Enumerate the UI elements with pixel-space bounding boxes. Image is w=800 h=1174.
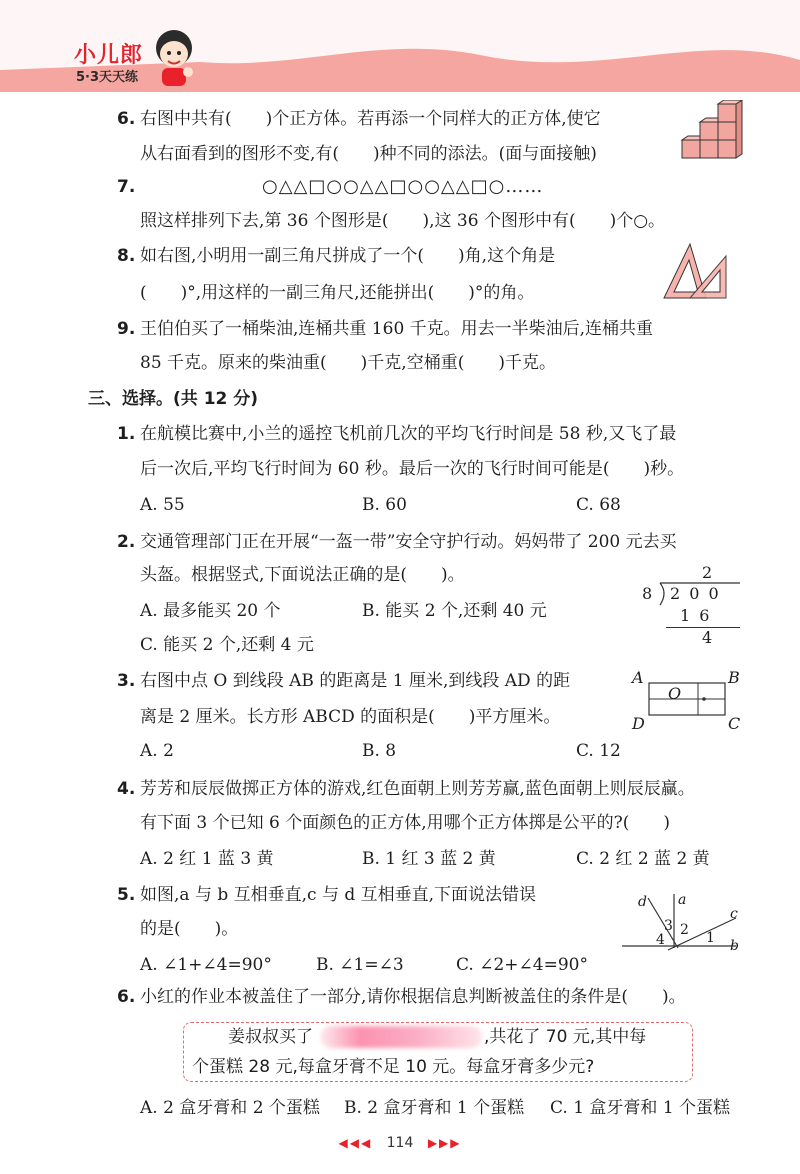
question-number: 9.	[117, 319, 136, 339]
option-c[interactable]: C. 68	[576, 495, 621, 515]
perpendicular-lines-figure	[618, 890, 746, 960]
option-c[interactable]: C. ∠2+∠4=90°	[456, 955, 588, 975]
option-a[interactable]: A. 55	[140, 495, 185, 515]
division-product: 1 6	[680, 606, 712, 625]
option-c[interactable]: C. 12	[576, 741, 621, 761]
option-a[interactable]: A. 2	[140, 741, 174, 761]
question-text: 交通管理部门正在开展“一盔一带”安全守护行动。妈妈带了 200 元去买	[140, 532, 677, 552]
label-line-b: b	[730, 938, 739, 954]
option-b[interactable]: B. ∠1=∠3	[316, 955, 404, 975]
homework-text-start: 姜叔叔买了	[228, 1027, 313, 1047]
question-text: 小红的作业本被盖住了一部分,请你根据信息判断被盖住的条件是( )。	[140, 987, 686, 1007]
left-arrows-icon: ◀◀◀	[338, 1136, 373, 1150]
question-number: 7.	[117, 177, 136, 197]
series-name: 5·3天天练	[76, 70, 139, 85]
option-b[interactable]: B. 60	[362, 495, 407, 515]
division-divisor: 8	[642, 584, 653, 603]
homework-text-end: ,共花了 70 元,其中每	[484, 1027, 647, 1047]
option-b[interactable]: B. 能买 2 个,还剩 40 元	[362, 601, 547, 621]
question-text: 照这样排列下去,第 36 个图形是( ),这 36 个图形中有( )个○。	[140, 211, 666, 231]
question-number: 6.	[117, 109, 136, 129]
long-division-figure	[640, 563, 750, 653]
angle-label-1: 1	[706, 930, 715, 946]
question-text: 如右图,小明用一副三角尺拼成了一个( )角,这个角是	[140, 246, 556, 266]
angle-label-4: 4	[656, 932, 665, 948]
rectangle-shape	[648, 682, 728, 718]
option-a[interactable]: A. 2 盒牙膏和 2 个蛋糕	[140, 1098, 320, 1118]
right-arrows-icon: ▶▶▶	[427, 1136, 462, 1150]
option-b[interactable]: B. 2 盒牙膏和 1 个蛋糕	[344, 1098, 525, 1118]
option-c[interactable]: C. 2 红 2 蓝 2 黄	[576, 849, 710, 869]
question-number: 2.	[117, 532, 136, 552]
option-b[interactable]: B. 8	[362, 741, 397, 761]
label-line-a: a	[678, 892, 687, 908]
question-number: 5.	[117, 885, 136, 905]
section-heading: 三、选择。(共 12 分)	[88, 389, 259, 409]
header-band	[0, 0, 800, 92]
question-text: 王伯伯买了一桶柴油,连桶共重 160 千克。用去一半柴油后,连桶共重	[140, 319, 654, 339]
label-line-d: d	[638, 894, 647, 910]
page-number: 114	[386, 1135, 414, 1151]
triangle-rulers-figure	[660, 240, 730, 302]
question-number: 6.	[117, 987, 136, 1007]
label-b: B	[728, 668, 740, 687]
label-c: C	[728, 714, 741, 733]
angle-label-3: 3	[664, 918, 673, 934]
homework-text-line2: 个蛋糕 28 元,每盒牙膏不足 10 元。每盒牙膏多少元?	[192, 1057, 595, 1077]
label-a: A	[632, 668, 644, 687]
question-text: 在航模比赛中,小兰的遥控飞机前几次的平均飞行时间是 58 秒,又飞了最	[140, 424, 677, 444]
question-text: 芳芳和辰辰做掷正方体的游戏,红色面朝上则芳芳赢,蓝色面朝上则辰辰赢。	[140, 779, 695, 799]
option-a[interactable]: A. 2 红 1 蓝 3 黄	[140, 849, 274, 869]
question-text: 右图中点 O 到线段 AB 的距离是 1 厘米,到线段 AD 的距	[140, 671, 571, 691]
rectangle-abcd-figure	[630, 668, 745, 738]
question-text: 后一次后,平均飞行时间为 60 秒。最后一次的飞行时间可能是( )秒。	[140, 459, 685, 479]
mascot-icon	[150, 26, 200, 90]
question-text: 的是( )。	[140, 919, 239, 939]
division-dividend: 2 0 0	[670, 584, 721, 603]
question-text: 右图中共有( )个正方体。若再添一个同样大的正方体,使它	[140, 109, 601, 129]
question-text: 如图,a 与 b 互相垂直,c 与 d 互相垂直,下面说法错误	[140, 885, 537, 905]
label-line-c: c	[730, 906, 738, 922]
question-text: 离是 2 厘米。长方形 ABCD 的面积是( )平方厘米。	[140, 707, 561, 727]
label-d: D	[632, 714, 645, 733]
page-footer	[0, 1135, 800, 1151]
label-o: O	[668, 684, 682, 703]
division-quotient: 2	[702, 563, 713, 582]
option-b[interactable]: B. 1 红 3 蓝 2 黄	[362, 849, 496, 869]
question-text: ( )°,用这样的一副三角尺,还能拼出( )°的角。	[140, 283, 535, 303]
covered-smudge	[320, 1026, 482, 1048]
option-a[interactable]: A. 最多能买 20 个	[140, 601, 281, 621]
cube-stack-figure	[680, 100, 744, 164]
angle-label-2: 2	[680, 922, 689, 938]
question-text: 从右面看到的图形不变,有( )种不同的添法。(面与面接触)	[140, 144, 597, 164]
brand-logo-text: 小儿郎	[74, 43, 144, 68]
question-text: 85 千克。原来的柴油重( )千克,空桶重( )千克。	[140, 353, 556, 373]
question-number: 8.	[117, 246, 136, 266]
option-a[interactable]: A. ∠1+∠4=90°	[140, 955, 272, 975]
option-c[interactable]: C. 能买 2 个,还剩 4 元	[140, 635, 314, 655]
question-text: 头盔。根据竖式,下面说法正确的是( )。	[140, 565, 465, 585]
division-remainder: 4	[702, 628, 713, 647]
question-number: 4.	[117, 779, 136, 799]
option-c[interactable]: C. 1 盒牙膏和 1 个蛋糕	[550, 1098, 731, 1118]
question-number: 3.	[117, 671, 136, 691]
question-number: 1.	[117, 424, 136, 444]
shape-pattern: ○△△□○○△△□○○△△□○……	[262, 176, 544, 197]
question-text: 有下面 3 个已知 6 个面颜色的正方体,用哪个正方体掷是公平的?( )	[140, 813, 671, 833]
